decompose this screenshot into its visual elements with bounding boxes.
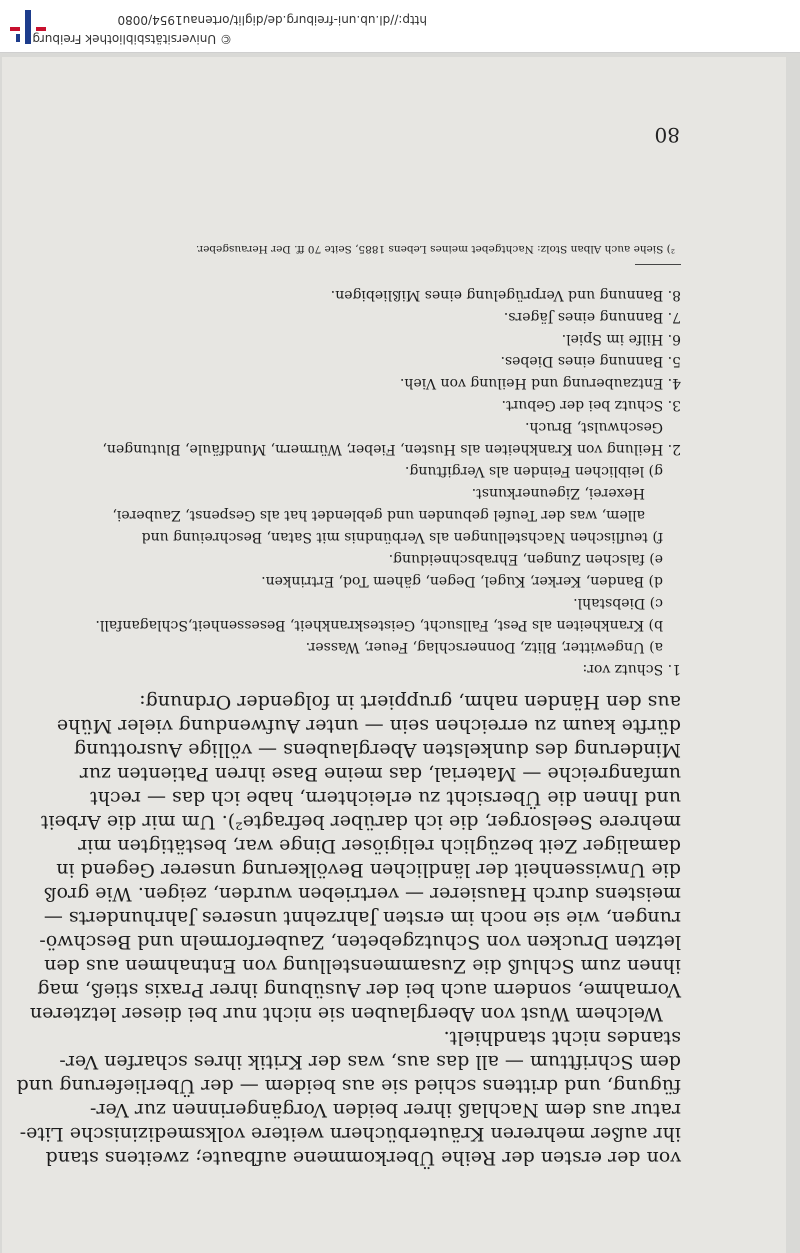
text-line: ratur aus dem Nachlaß ihrer beiden Vorgängerinnen zur Ver- [90,1099,681,1121]
list-item: 2. Heilung von Krankheiten als Husten, Fieber, Würmern, Mundfäule, Blutungen, [102,441,681,457]
text-line: umfangreiche — Material, das meine Base ihren Patienten zur [79,763,681,785]
list-item: e) falschen Zungen, Ehrabschneidung. [388,551,663,567]
list-item: Hexerei, Zigeunerkunst. [471,485,645,501]
footnote: ²) Siehe auch Alban Stolz: Nachtgebet meines Lebens 1885, Seite 70 ff. Der Herausgeber. [195,243,675,255]
text-line: die Unwissenheit der ländlichen Bevölkerung unserer Gegend in [56,859,681,881]
list-item: Geschwulst, Bruch. [524,419,663,435]
list-item: 8. Bannung und Verprügelung eines Mißliebigen. [330,287,681,303]
text-line: Welchem Wust von Aberglauben sie nicht nur bei dieser letzteren [29,1003,663,1025]
list-item: 4. Entzauberung und Heilung von Vieh. [399,375,681,391]
list-item: 3. Schutz bei der Geburt. [501,397,681,413]
text-line: damaliger Zeit bezüglich religiöser Dinge war, bestätigten mir [78,835,681,857]
footnote-divider [635,264,681,265]
list-item: f) teuflischen Nachstellungen als Verbündnis mit Satan, Beschreiung und [141,529,663,545]
text-line: rungen, wie sie noch im ersten Jahrzehnt unseres Jahrhunderts — [43,907,681,929]
text-line: von der ersten der Reihe Überkommene aufbaute; zweitens stand [45,1147,681,1169]
text-line: Vornahme, sondern auch bei der Ausübung ihrer Praxis stieß, mag [37,979,681,1001]
text-line: fügung, und drittens schied sie aus beidem — der Überlieferung und [16,1075,681,1097]
text-line: dem Schrifttum — all das aus, was der Kritik ihres scharfen Ver- [59,1051,681,1073]
text-line: Minderung des dunkelsten Aberglaubens — völlige Ausrottung [74,739,681,761]
page-url-link[interactable] [7,13,427,27]
text-line: ihr außer mehreren Kräuterbüchern weitere volksmedizinische Lite- [19,1123,681,1145]
text-line: aus den Händen nahm, gruppiert in folgender Ordnung: [139,691,681,713]
list-item: a) Ungewitter, Blitz, Donnerschlag, Feuer, Wasser. [305,639,663,655]
text-line: dürfte kaum zu erreichen sein — unter Aufwendung vieler Mühe [56,715,681,737]
page-number: 80 [654,123,680,147]
logo-bar [36,27,46,31]
list-item: c) Diebstahl. [573,595,663,611]
url-prefix: http://dl.ub.uni-freiburg.de/diglit/ortenau [182,13,427,27]
list-item: 7. Bannung eines Jägers. [503,309,681,325]
list-item: allem, was der Teufel gebunden und geblendet hat als Gespenst, Zauberei, [112,507,645,523]
logo-bar [10,27,20,31]
page-body [16,157,681,1253]
list-item: 6. Hilfe im Spiel. [561,331,681,347]
list-item: b) Krankheiten als Pest, Fallsucht, Geisteskrankheit, Besessenheit,Schlaganfall. [95,617,663,633]
copyright-notice: © Universitätsbibliothek Freiburg [32,32,232,46]
list-item: 5. Bannung eines Diebes. [500,353,681,369]
scanned-page [2,57,786,1253]
text-line: letzten Drucken von Schutzgebeten, Zauberformeln und Beschwö- [39,931,681,953]
list-item: g) leiblichen Feinden als Vergiftung. [404,463,663,479]
text-line: ihnen zum Schluß die Zusammenstellung von Entnahmen aus den [44,955,681,977]
text-line: meistens durch Hausierer — vertrieben wurden, zeigen. Wie groß [43,883,681,905]
list-item: 1. Schutz vor: [582,661,681,677]
list-item: d) Banden, Kerker, Kugel, Degen, gähem Tod, Ertrinken. [261,573,663,589]
text-line: und Ihnen die Übersicht zu erleichtern, habe ich das — recht [90,787,681,809]
url-suffix: 1954/0080 [117,13,183,27]
text-line: standes nicht standhielt. [443,1027,681,1049]
text-line: mehrere Seelsorger, die ich darüber befragte²). Um mir die Arbeit [40,811,681,833]
